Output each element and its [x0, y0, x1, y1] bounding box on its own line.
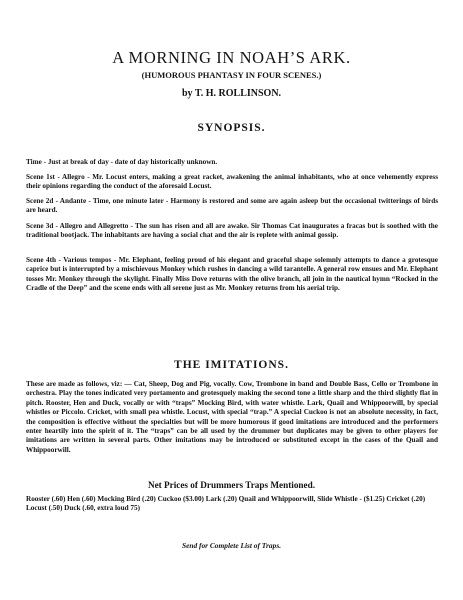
synopsis-scene-4: Scene 4th - Various tempos - Mr. Elephant, feeling proud of his elegant and graceful shape solemnly attempts to dance a grotesque caprice but is interrupted by a mischievous Monkey which rushes in dancing a wild tarantelle. A general row ensues and Mr. Elephant tosses Mr. Monkey through the skylight. Finally Miss Dove returns with the olive branch, all join in the nautical hymn “Rocked in the Cradle of the Deep” and the scene ends with all serene just as Mr. Monkey returns from his aerial trip. [26, 256, 438, 293]
synopsis-heading: SYNOPSIS. [197, 122, 266, 134]
page-subtitle: (HUMOROUS PHANTASY IN FOUR SCENES.) [141, 70, 322, 80]
imitations-heading: THE IMITATIONS. [174, 359, 289, 371]
send-for-list-note: Send for Complete List of Traps. [181, 541, 282, 550]
author-line: by T. H. ROLLINSON. [181, 88, 282, 99]
synopsis-scene-1: Scene 1st - Allegro - Mr. Locust enters, making a great racket, awakening the animal inhabitants, who at once vehemently express their opinions regarding the conduct of the aforesaid Locust. [26, 173, 438, 191]
prices-heading: Net Prices of Drummers Traps Mentioned. [147, 480, 316, 490]
synopsis-scene-3: Scene 3d - Allegro and Allegretto - The sun has risen and all are awake. Sir Thomas Cat inaugurates a fracas but is soothed with the traditional bootjack. The inhabitants are having a social chat and the air is replete with animal gossip. [26, 222, 438, 240]
synopsis-time: Time - Just at break of day - date of day historically unknown. [26, 158, 218, 166]
synopsis-scene-2: Scene 2d - Andante - Time, one minute later - Harmony is restored and some are again asleep but the occasional twitterings of birds are heard. [26, 197, 438, 215]
prices-text: Rooster (.60) Hen (.60) Mocking Bird (.20) Cuckoo ($3.00) Lark (.20) Quail and Whippoorwill, Slide Whistle - ($1.25) Cricket (.20) Locust (.50) Duck (.60, extra loud 75) [26, 495, 426, 513]
page-title: A MORNING IN NOAH’S ARK. [112, 48, 351, 67]
imitations-text: These are made as follows, viz: — Cat, Sheep, Dog and Pig, vocally. Cow, Trombone in band and Double Bass, Cello or Trombone in orchestra. Play the tones indicated very portamento and grotesquely making the second tone a little sharp and the third slightly flat in pitch. Rooster, Hen and Duck, vocally or with “traps” Mocking Bird, with water whistle. Lark, Quail and Whippoorwill, by special whistles or Piccolo. Cricket, with small pea whistle. Locust, with special “trap.” A special Cuckoo is not an absolute necessity, in fact, the composition is effective without the specialties but will be more humorous if good imitations are introduced and the performers enter heartily into the spirit of it. The “traps” can be all used by the drummer but duplicates may be given to other players for imitations are written in several parts. Other imitations may be introduced or substituted except in the cases of the Quail and Whippoorwill. [26, 380, 438, 454]
